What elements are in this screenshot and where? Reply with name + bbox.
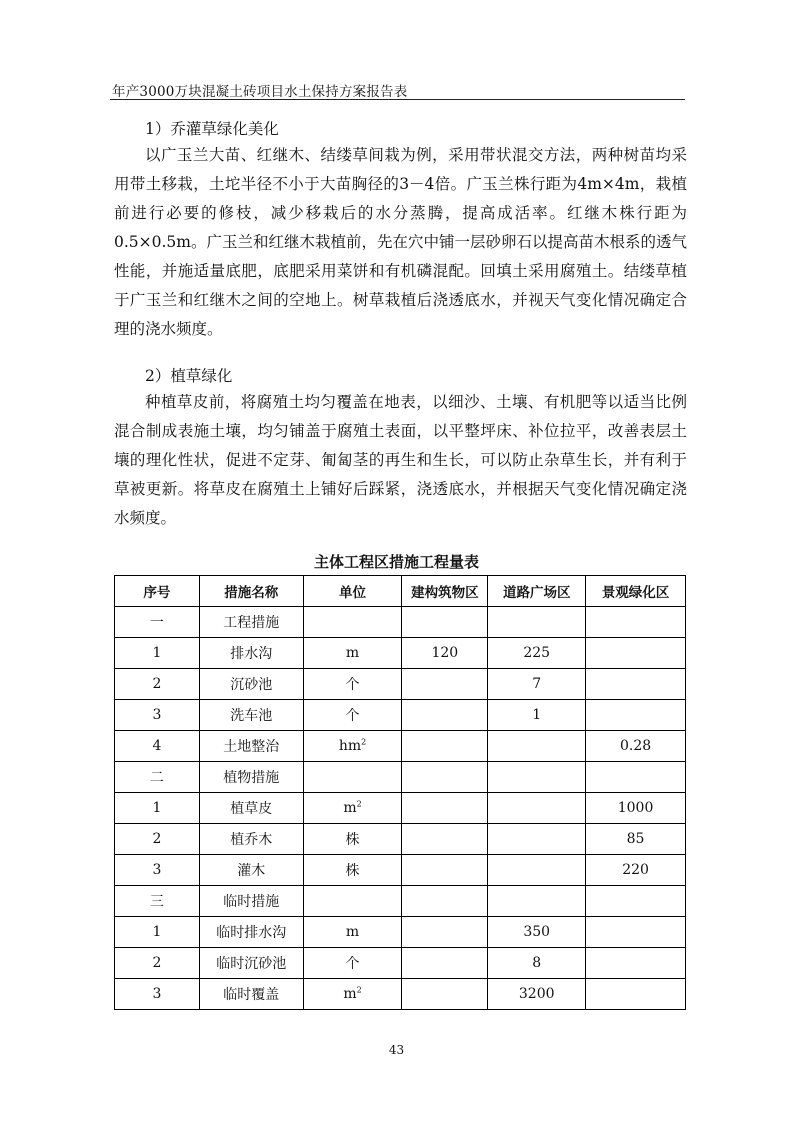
table-row [115, 824, 686, 855]
cell-landscape-area [586, 762, 686, 793]
measures-table [114, 575, 686, 1010]
cell-measure-name: 植草皮 [199, 793, 303, 824]
cell-building-area [402, 669, 488, 700]
unit-text: m [343, 800, 357, 816]
cell-unit [303, 948, 402, 979]
cell-road-area [488, 824, 586, 855]
cell-building-area [402, 731, 488, 762]
cell-building-area [402, 886, 488, 917]
cell-unit [303, 917, 402, 948]
unit-superscript: 2 [356, 985, 362, 995]
page-number: 43 [388, 1043, 405, 1057]
cell-landscape-area [586, 948, 686, 979]
cell-unit [303, 979, 402, 1010]
unit-text: 株 [345, 863, 360, 879]
cell-measure-name: 植物措施 [199, 762, 303, 793]
cell-building-area [402, 979, 488, 1010]
unit-text: 个 [345, 708, 360, 724]
cell-unit [303, 731, 402, 762]
table-row [115, 607, 686, 638]
cell-landscape-area [586, 700, 686, 731]
unit-text: 个 [345, 677, 360, 693]
cell-road-area [488, 731, 586, 762]
cell-unit [303, 793, 402, 824]
cell-building-area [402, 824, 488, 855]
header-rule [110, 99, 685, 100]
cell-no: 1 [115, 917, 200, 948]
cell-unit [303, 824, 402, 855]
cell-no: 4 [115, 731, 200, 762]
table-row [115, 669, 686, 700]
table-row [115, 793, 686, 824]
cell-unit [303, 886, 402, 917]
cell-building-area [402, 762, 488, 793]
table-row [115, 731, 686, 762]
cell-road-area: 7 [488, 669, 586, 700]
cell-measure-name: 临时排水沟 [199, 917, 303, 948]
cell-road-area [488, 886, 586, 917]
unit-text: 个 [345, 956, 360, 972]
table-row [115, 948, 686, 979]
cell-road-area: 225 [488, 638, 586, 669]
cell-no: 1 [115, 638, 200, 669]
cell-landscape-area [586, 979, 686, 1010]
cell-no: 2 [115, 948, 200, 979]
col-header-building: 建构筑物区 [402, 576, 488, 607]
cell-measure-name: 洗车池 [199, 700, 303, 731]
cell-measure-name: 工程措施 [199, 607, 303, 638]
table-row [115, 762, 686, 793]
col-header-name: 措施名称 [199, 576, 303, 607]
cell-road-area: 350 [488, 917, 586, 948]
cell-road-area: 1 [488, 700, 586, 731]
cell-unit [303, 669, 402, 700]
section-paragraph-1: 以广玉兰大苗、红继木、结缕草间栽为例，采用带状混交方法，两种树苗均采用带土移栽，土坨半径不小于大苗胸径的3－4倍。广玉兰株行距为4m×4m，栽植前进行必要的修枝，减少移栽后的水分蒸腾，提高成活率。红继木株行距为0.5×0.5m。广玉兰和红继木栽植前，先在穴中铺一层砂卵石以提高苗木根系的透气性能，并施适量底肥，底肥采用菜饼和有机磷混配。回填土采用腐殖土。结缕草植于广玉兰和红继木之间的空地上。树草栽植后浇透底水，并视天气变化情况确定合理的浇水频度。 [114, 146, 687, 338]
cell-measure-name: 排水沟 [199, 638, 303, 669]
cell-landscape-area [586, 917, 686, 948]
section-heading-1: 1）乔灌草绿化美化 [145, 120, 279, 138]
unit-text: hm [338, 738, 362, 754]
cell-landscape-area: 1000 [586, 793, 686, 824]
unit-superscript: 2 [361, 737, 367, 747]
cell-landscape-area [586, 669, 686, 700]
table-header-row [115, 576, 686, 607]
cell-measure-name: 土地整治 [199, 731, 303, 762]
cell-no: 3 [115, 979, 200, 1010]
section-paragraph-2: 种植草皮前，将腐殖土均匀覆盖在地表，以细沙、土壤、有机肥等以适当比例混合制成表施土壤，均匀铺盖于腐殖土表面，以平整坪床、补位拉平，改善表层土壤的理化性状，促进不定芽、匍匐茎的再生和生长，可以防止杂草生长，并有利于草被更新。将草皮在腐殖土上铺好后踩紧，浇透底水，并根据天气变化情况确定浇水频度。 [114, 393, 687, 527]
cell-road-area [488, 607, 586, 638]
table-body [115, 607, 686, 1010]
cell-building-area [402, 607, 488, 638]
cell-no: 2 [115, 669, 200, 700]
cell-building-area [402, 917, 488, 948]
cell-building-area [402, 855, 488, 886]
cell-road-area: 3200 [488, 979, 586, 1010]
table-row [115, 886, 686, 917]
col-header-unit: 单位 [303, 576, 402, 607]
unit-text: m [345, 645, 360, 661]
cell-landscape-area [586, 607, 686, 638]
cell-building-area [402, 793, 488, 824]
cell-no: 一 [115, 607, 200, 638]
cell-no: 2 [115, 824, 200, 855]
unit-text: 株 [345, 832, 360, 848]
col-header-no: 序号 [115, 576, 200, 607]
cell-unit [303, 638, 402, 669]
cell-building-area [402, 700, 488, 731]
cell-building-area [402, 948, 488, 979]
cell-no: 1 [115, 793, 200, 824]
col-header-landscape: 景观绿化区 [586, 576, 686, 607]
cell-measure-name: 植乔木 [199, 824, 303, 855]
table-row [115, 917, 686, 948]
cell-landscape-area: 220 [586, 855, 686, 886]
cell-landscape-area: 85 [586, 824, 686, 855]
cell-unit [303, 607, 402, 638]
cell-road-area: 8 [488, 948, 586, 979]
cell-unit [303, 762, 402, 793]
cell-road-area [488, 793, 586, 824]
cell-landscape-area [586, 638, 686, 669]
cell-unit [303, 855, 402, 886]
cell-unit [303, 700, 402, 731]
cell-no: 二 [115, 762, 200, 793]
cell-measure-name: 灌木 [199, 855, 303, 886]
table-row [115, 638, 686, 669]
table-row [115, 855, 686, 886]
cell-road-area [488, 762, 586, 793]
cell-no: 3 [115, 855, 200, 886]
table-caption: 主体工程区措施工程量表 [313, 553, 479, 571]
section-heading-2: 2）植草绿化 [145, 367, 233, 385]
col-header-road: 道路广场区 [488, 576, 586, 607]
cell-road-area [488, 855, 586, 886]
unit-superscript: 2 [356, 799, 362, 809]
table-row [115, 979, 686, 1010]
table-row [115, 700, 686, 731]
unit-text: m [345, 924, 360, 940]
cell-no: 三 [115, 886, 200, 917]
cell-no: 3 [115, 700, 200, 731]
cell-building-area: 120 [402, 638, 488, 669]
cell-landscape-area [586, 886, 686, 917]
cell-measure-name: 临时覆盖 [199, 979, 303, 1010]
cell-measure-name: 沉砂池 [199, 669, 303, 700]
cell-measure-name: 临时沉砂池 [199, 948, 303, 979]
running-header: 年产3000万块混凝土砖项目水土保持方案报告表 [112, 84, 408, 100]
cell-measure-name: 临时措施 [199, 886, 303, 917]
cell-landscape-area: 0.28 [586, 731, 686, 762]
unit-text: m [343, 986, 357, 1002]
